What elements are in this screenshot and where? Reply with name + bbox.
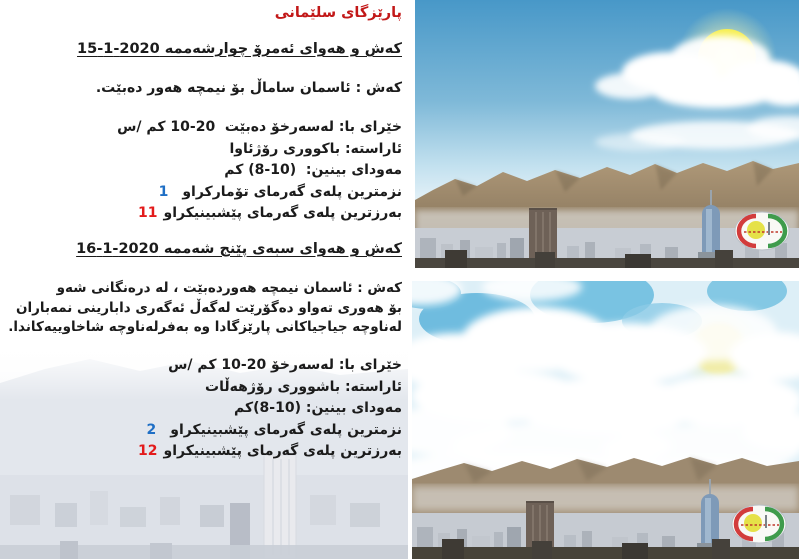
day1-temp-max-value: 11 [138, 205, 158, 221]
day2-stats [0, 355, 402, 463]
weather-service-logo [732, 505, 786, 543]
day2-sky-line1: کەش : ئاسمان نیمچە هەوردەبێت ، لە درەنگانی شەو [56, 280, 402, 296]
page-title: پارێزگای سلێمانی [274, 5, 402, 21]
day1-temp-min-label: نزمترین پلەی گەرمای تۆمارکراو [182, 183, 402, 200]
day2-visibility: مەودای بینین: (10-8)کم [234, 400, 402, 416]
day2-sky-condition [0, 279, 402, 338]
day1-visibility: مەودای بینین: (10-8) کم [224, 162, 402, 178]
day2-temp-min-value: 2 [146, 421, 157, 438]
day2-sky-line3: لەناوچە جیاجیاکانی پارێزگادا وە بەفرلەناوچە شاخاوییەکاندا. [8, 319, 402, 335]
day2-temp-min-row [0, 420, 402, 442]
day1-stats [0, 117, 402, 225]
day1-temp-max-row [0, 203, 402, 225]
day1-temp-min-row [0, 182, 402, 204]
day1-heading: کەش و هەوای ئەمرۆ چوارشەممە 2020-1-15 [77, 41, 402, 57]
day2-temp-min-label: نزمترین پلەی گەرمای پێشبینیکراو [170, 421, 402, 438]
day2-heading: کەش و هەوای سبەی پێنج شەممە 2020-1-16 [76, 241, 402, 257]
day1-temp-max-label: بەرزترین پلەی گەرمای پێشبینیکراو [163, 205, 402, 221]
day2-sky-line2: بۆ هەوری تەواو دەگۆرێت لەگەڵ ئەگەری دابارینی نمەباران [15, 299, 402, 316]
day2-temp-max-label: بەرزترین پلەی گەرمای پێشبینیکراو [163, 443, 402, 459]
day1-wind-speed: خێرای با: لەسەرخۆ دەبێت 20-10 کم /س [117, 119, 402, 135]
day2-wind-direction: ئاراستە: باشووری رۆژهەڵات [205, 378, 402, 395]
cloudy-city-skyline-photo [412, 281, 799, 559]
day2-temp-max-value: 12 [138, 443, 158, 459]
day2-wind-speed: خێرای با: لەسەرخۆ 20-10 کم /س [168, 357, 402, 373]
day1-wind-direction: ئاراستە: باکووری رۆژئاوا [229, 140, 402, 157]
day2-temp-max-row [0, 441, 402, 463]
day1-temp-min-value: 1 [158, 183, 169, 200]
day1-sky-condition: کەش : ئاسمان ساماڵ بۆ نیمچە هەور دەبێت. [95, 80, 402, 96]
weather-service-logo [735, 212, 789, 250]
sunny-city-skyline-photo [415, 0, 799, 268]
